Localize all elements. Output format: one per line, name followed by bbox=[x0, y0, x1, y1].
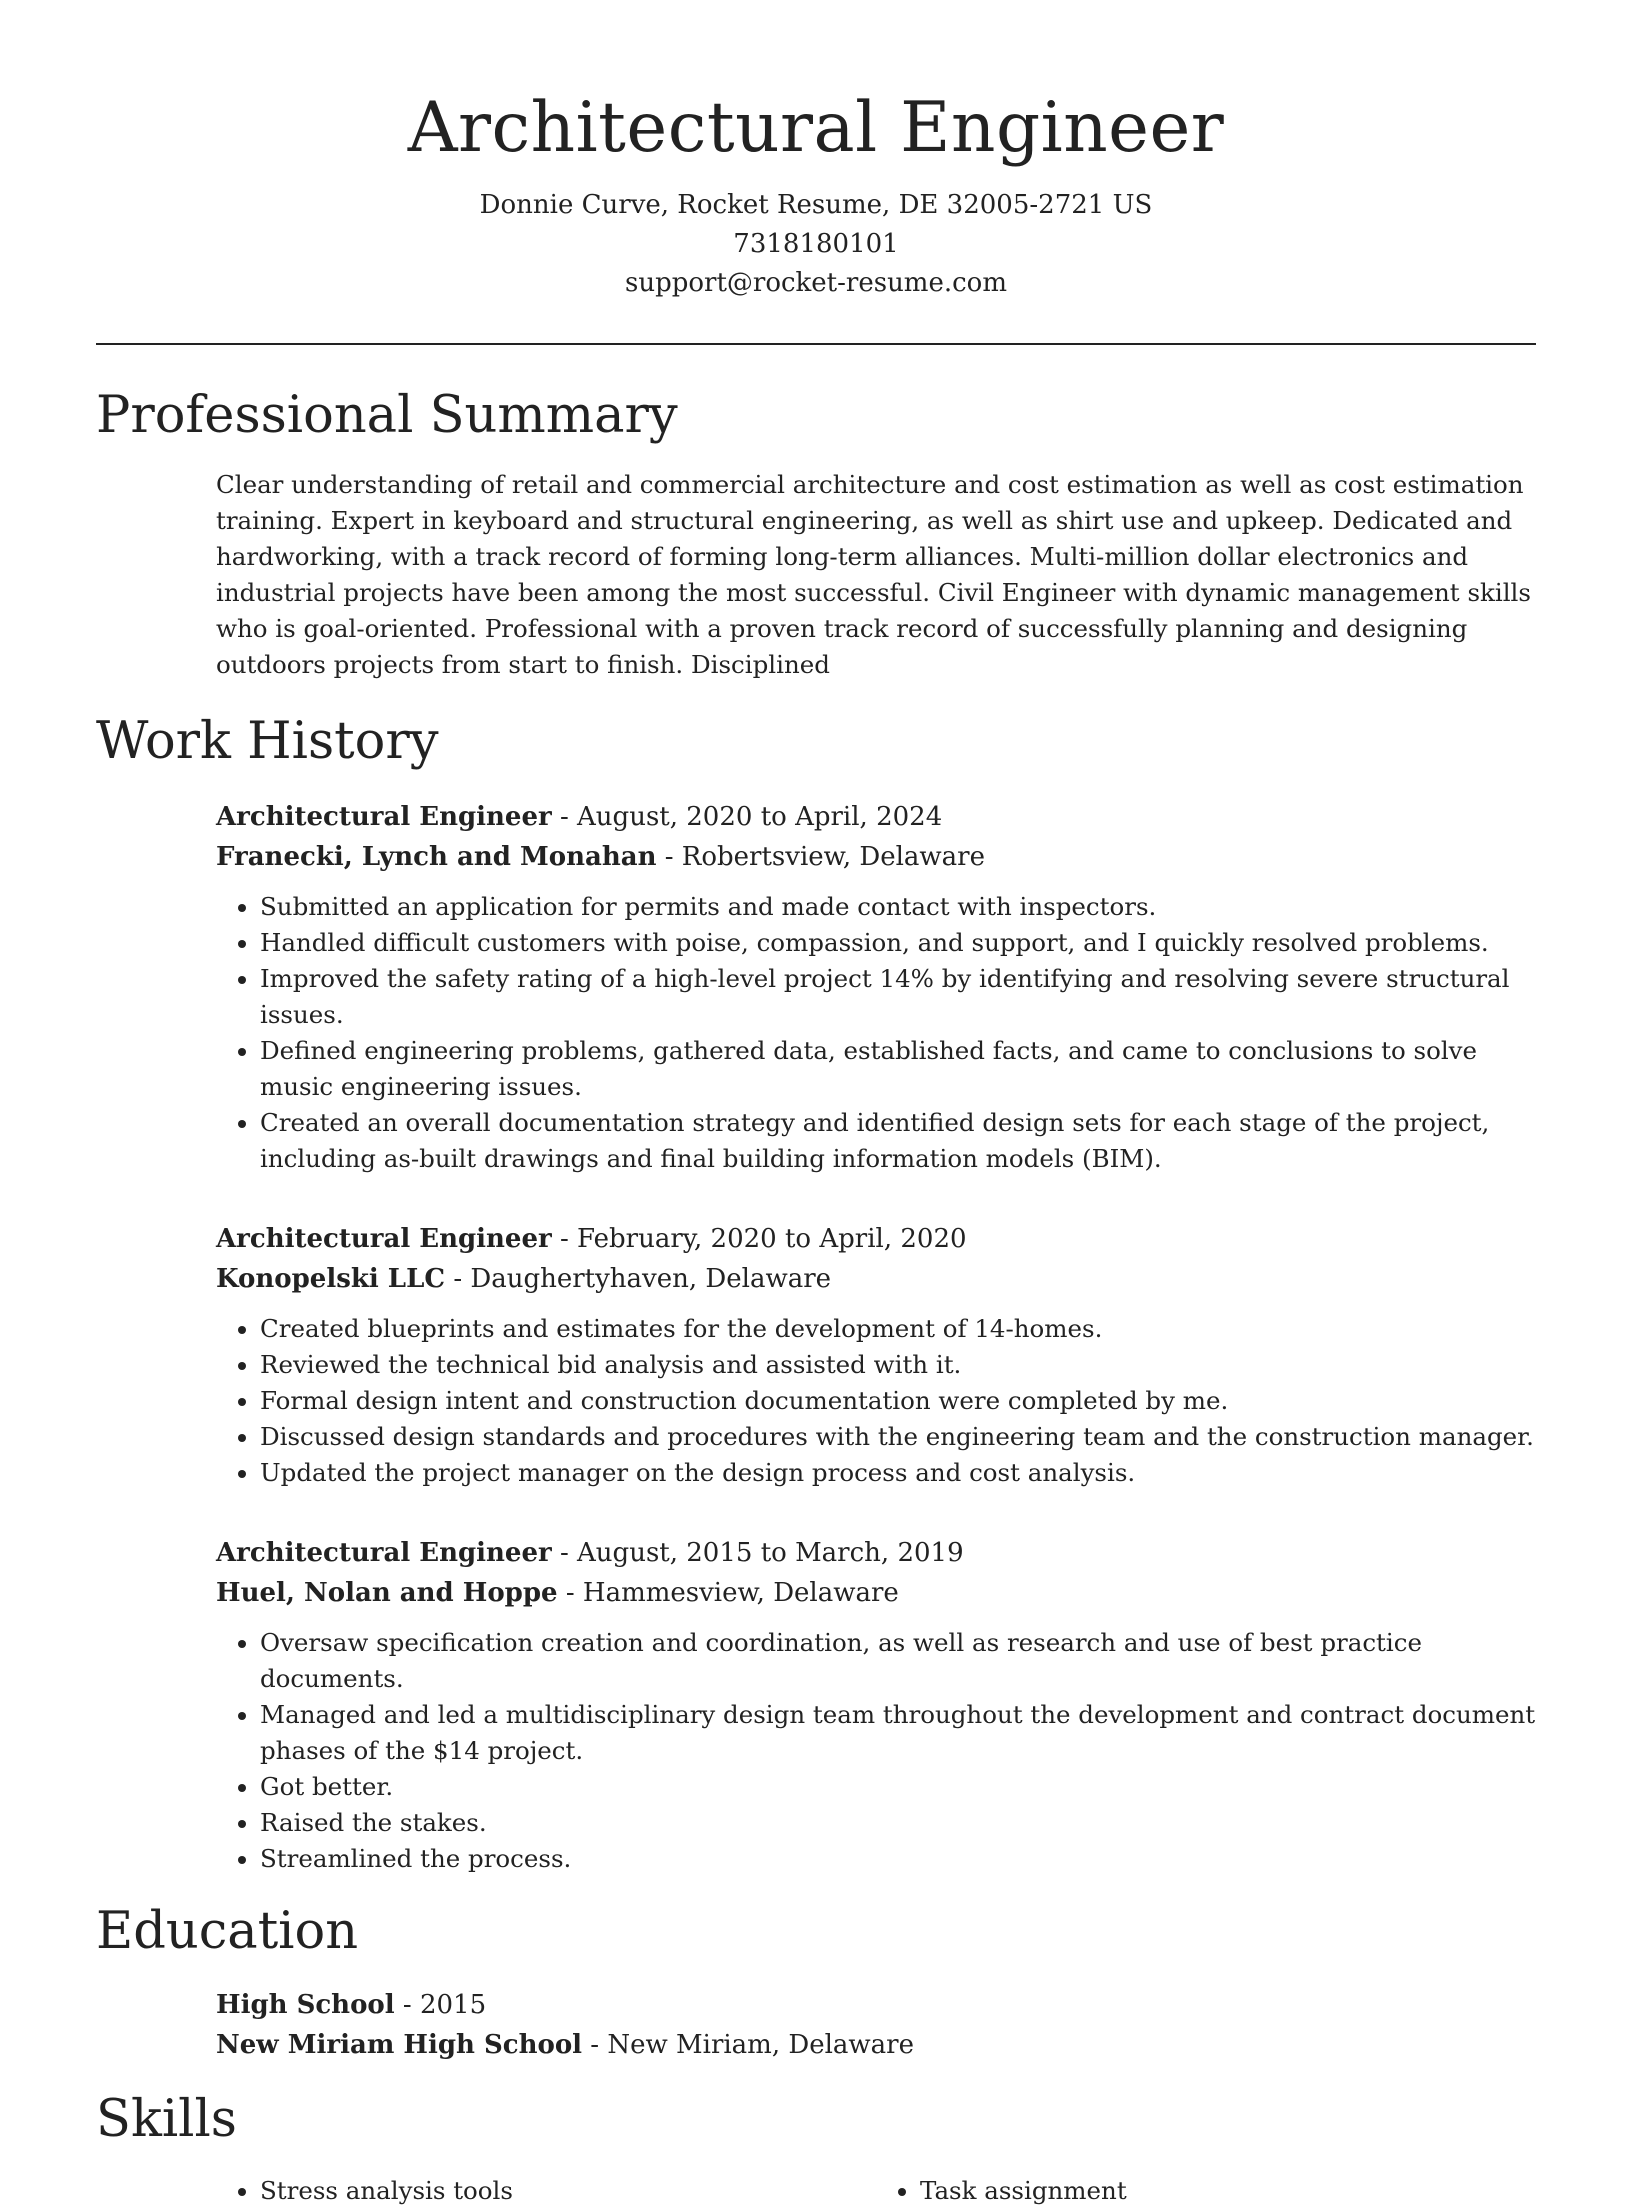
job-location: - Robertsview, Delaware bbox=[656, 842, 985, 872]
job-bullet: • Improved the safety rating of a high-level project 14% by identifying and resolving severe structural issues. bbox=[260, 961, 1536, 1033]
skills-section bbox=[96, 2089, 1536, 2209]
skills-grid bbox=[216, 2173, 1536, 2209]
job-bullet: • Streamlined the process. bbox=[260, 1841, 1536, 1877]
job-title-line bbox=[216, 1219, 1536, 1259]
job-role: Architectural Engineer bbox=[216, 1224, 552, 1254]
summary-section bbox=[96, 385, 1536, 683]
job-role: Architectural Engineer bbox=[216, 802, 552, 832]
job-dates: - February, 2020 to April, 2020 bbox=[551, 1224, 967, 1254]
job-company: Franecki, Lynch and Monahan bbox=[216, 842, 657, 872]
job-bullet: • Managed and led a multidisciplinary design team throughout the development and contract document phases of the $14 project. bbox=[260, 1697, 1536, 1769]
job-location: - Daughertyhaven, Delaware bbox=[445, 1264, 832, 1294]
job-bullet: • Oversaw specification creation and coordination, as well as research and use of best practice documents. bbox=[260, 1625, 1536, 1697]
job-location: - Hammesview, Delaware bbox=[557, 1578, 899, 1608]
job-bullet: • Handled difficult customers with poise, compassion, and support, and I quickly resolved problems. bbox=[260, 925, 1536, 961]
education-degree-line bbox=[216, 1985, 1536, 2025]
resume-header bbox=[96, 0, 1536, 303]
skill-item: • Task assignment bbox=[920, 2173, 1536, 2209]
job-company-line bbox=[216, 1573, 1536, 1613]
job-bullet: • Formal design intent and construction documentation were completed by me. bbox=[260, 1383, 1536, 1419]
skills-column-left bbox=[216, 2173, 876, 2209]
contact-address: Donnie Curve, Rocket Resume, DE 32005-2721 US bbox=[479, 190, 1153, 220]
education-degree: High School bbox=[216, 1990, 395, 2020]
education-year: - 2015 bbox=[394, 1990, 487, 2020]
job-bullets bbox=[216, 1311, 1536, 1491]
job-dates: - August, 2020 to April, 2024 bbox=[551, 802, 943, 832]
education-heading: Education bbox=[96, 1902, 359, 1961]
job-bullet: • Defined engineering problems, gathered data, established facts, and came to conclusions to solve music engineering issues. bbox=[260, 1033, 1536, 1105]
skills-heading: Skills bbox=[96, 2090, 237, 2149]
job-entry bbox=[216, 1219, 1536, 1491]
job-entry bbox=[216, 797, 1536, 1177]
job-bullet: • Reviewed the technical bid analysis and assisted with it. bbox=[260, 1347, 1536, 1383]
contact-info bbox=[96, 186, 1536, 303]
job-bullet: • Got better. bbox=[260, 1769, 1536, 1805]
skill-item: • Stress analysis tools bbox=[260, 2173, 876, 2209]
education-location: - New Miriam, Delaware bbox=[582, 2030, 914, 2060]
job-company-line bbox=[216, 1259, 1536, 1299]
resume-title: Architectural Engineer bbox=[407, 88, 1225, 168]
education-school: New Miriam High School bbox=[216, 2030, 583, 2060]
job-bullet: • Discussed design standards and procedures with the engineering team and the construction manager. bbox=[260, 1419, 1536, 1455]
header-divider bbox=[96, 343, 1536, 345]
skills-column-right bbox=[876, 2173, 1536, 2209]
job-company: Huel, Nolan and Hoppe bbox=[216, 1578, 558, 1608]
resume-page bbox=[96, 0, 1536, 2205]
job-bullet: • Created blueprints and estimates for the development of 14-homes. bbox=[260, 1311, 1536, 1347]
education-school-line bbox=[216, 2025, 1536, 2065]
job-title-line bbox=[216, 1533, 1536, 1573]
contact-email: support@rocket-resume.com bbox=[624, 268, 1007, 298]
summary-text: Clear understanding of retail and commercial architecture and cost estimation as well as cost estimation training. Expert in keyboard and structural engineering, as well as shirt use and upkeep. Dedicated and hardworking, with a track record of forming long-term alliances. Multi-million dollar electronics and industrial projects have been among the most successful. Civil Engineer with dynamic management skills who is goal-oriented. Professional with a proven track record of successfully planning and designing outdoors projects from start to finish. Disciplined bbox=[216, 470, 1531, 679]
work-history-section bbox=[96, 711, 1536, 1877]
job-bullet: • Raised the stakes. bbox=[260, 1805, 1536, 1841]
job-role: Architectural Engineer bbox=[216, 1538, 552, 1568]
summary-heading: Professional Summary bbox=[96, 386, 678, 445]
education-section bbox=[96, 1901, 1536, 2065]
job-bullets bbox=[216, 889, 1536, 1177]
job-title-line bbox=[216, 797, 1536, 837]
job-bullet: • Submitted an application for permits and made contact with inspectors. bbox=[260, 889, 1536, 925]
job-bullet: • Updated the project manager on the design process and cost analysis. bbox=[260, 1455, 1536, 1491]
job-bullet: • Created an overall documentation strategy and identified design sets for each stage of the project, including as-built drawings and final building information models (BIM). bbox=[260, 1105, 1536, 1177]
education-entry bbox=[216, 1985, 1536, 2065]
work-history-heading: Work History bbox=[96, 712, 439, 771]
job-dates: - August, 2015 to March, 2019 bbox=[551, 1538, 964, 1568]
job-entry bbox=[216, 1533, 1536, 1877]
job-company-line bbox=[216, 837, 1536, 877]
job-bullets bbox=[216, 1625, 1536, 1877]
job-company: Konopelski LLC bbox=[216, 1264, 446, 1294]
contact-phone: 7318180101 bbox=[733, 229, 899, 259]
